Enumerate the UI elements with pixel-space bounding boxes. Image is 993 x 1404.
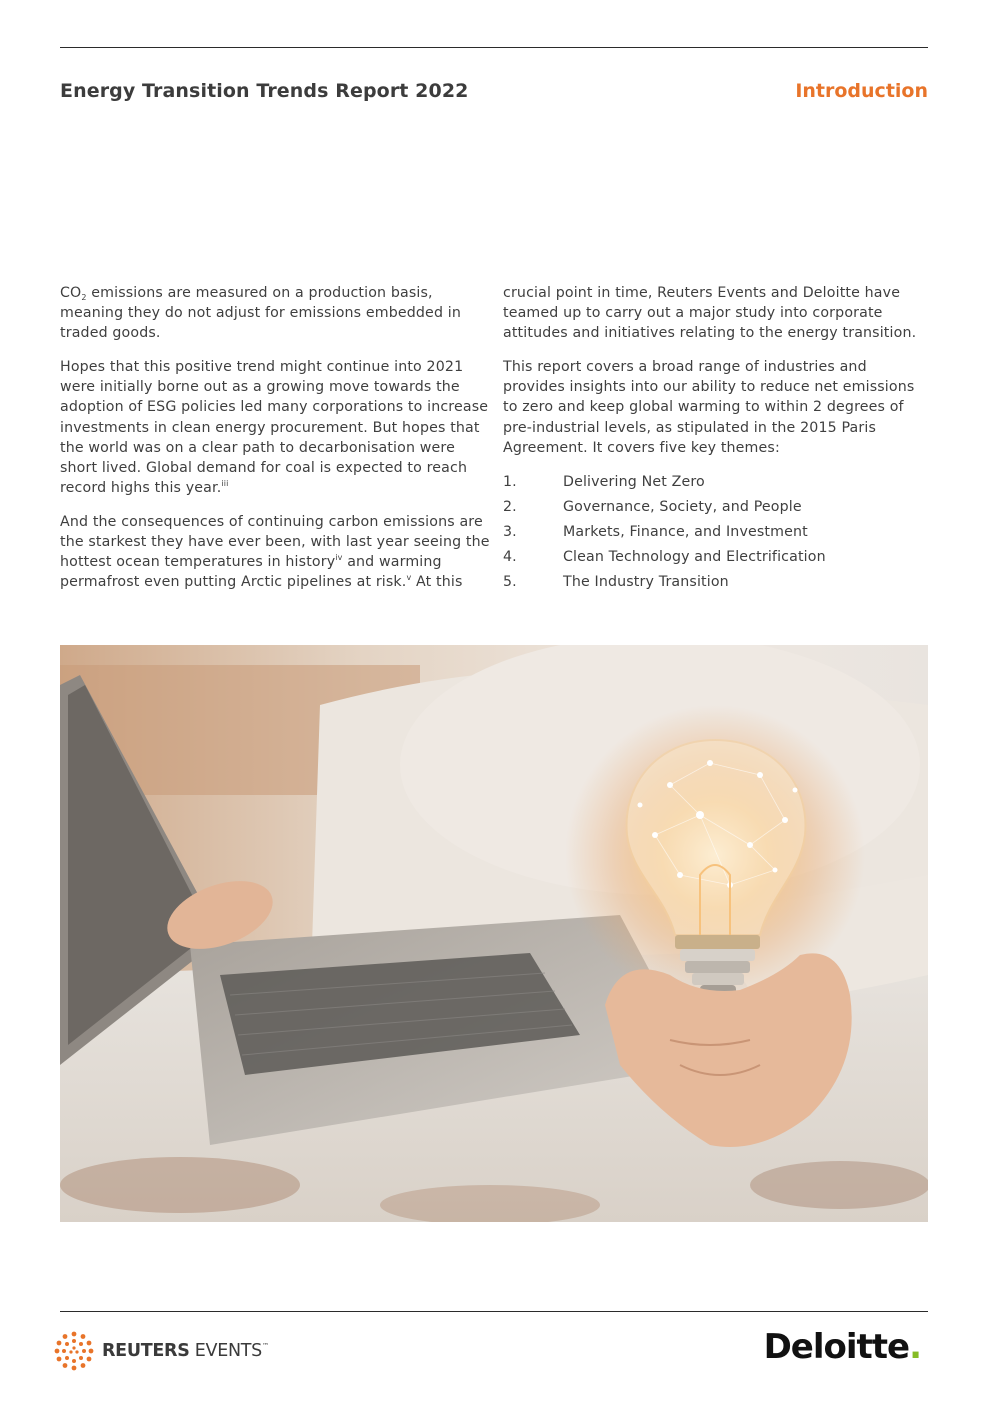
list-item [503, 547, 933, 572]
list-item-label: Clean Technology and Electrification [563, 548, 826, 565]
deloitte-logo [764, 1327, 921, 1367]
report-title: Energy Transition Trends Report 2022 [60, 80, 469, 102]
paragraph-hopes [60, 357, 492, 498]
lightbulb-laptop-illustration [60, 645, 928, 1222]
list-item [503, 472, 933, 497]
events-wordmark: EVENTS [189, 1341, 262, 1361]
co2-subscript: 2 [81, 293, 87, 302]
hero-photo-lightbulb [60, 645, 928, 1222]
paragraph-hopes-text: Hopes that this positive trend might continue into 2021 were initially borne out as a growing move towards the adoption of ESG policies led many corporations to increase investments in clean energy procurement. But hopes that the world was on a clear path to decarbonisation were short lived. Global demand for coal is expected to reach record highs this year. [60, 359, 489, 496]
list-item-label: Delivering Net Zero [563, 473, 705, 490]
right-text-column [503, 283, 933, 597]
footnote-ref-iv: iv [335, 553, 343, 563]
paragraph-consequences-part3: At this [411, 574, 463, 591]
list-item [503, 497, 933, 522]
reuters-dots-icon [54, 1331, 94, 1371]
list-item-label: The Industry Transition [563, 573, 729, 590]
paragraph-consequences-part2: and warming permafrost even putting Arctic pipelines at risk. [60, 554, 442, 591]
list-item-number: 5. [503, 573, 517, 590]
list-item [503, 572, 933, 597]
paragraph-crucial-point: crucial point in time, Reuters Events and Deloitte have teamed up to carry out a major study into corporate attitudes and initiatives relating to the energy transition. [503, 285, 917, 342]
footnote-ref-v: v [406, 573, 412, 583]
paragraph-consequences-part1: And the consequences of continuing carbon emissions are the starkest they have ever been, with last year seeing the hottest ocean temperatures in history [60, 513, 490, 571]
footer-rule [60, 1311, 928, 1312]
header-rule [60, 47, 928, 48]
themes-list [503, 472, 933, 597]
trademark-symbol: ™ [261, 1342, 269, 1350]
deloitte-green-dot: . [909, 1327, 921, 1367]
list-item [503, 522, 933, 547]
list-item-number: 2. [503, 498, 517, 515]
reuters-wordmark-bold: REUTERS [102, 1341, 190, 1361]
list-item-number: 4. [503, 548, 517, 565]
paragraph-consequences [60, 512, 492, 592]
list-item-label: Markets, Finance, and Investment [563, 523, 808, 540]
paragraph-co2 [60, 283, 492, 343]
section-title: Introduction [795, 80, 928, 102]
paragraph-co2-rest: emissions are measured on a production basis, meaning they do not adjust for emissions embedded in traded goods. [60, 285, 461, 342]
footnote-ref-iii: iii [221, 478, 229, 488]
list-item-label: Governance, Society, and People [563, 498, 802, 515]
paragraph-report-covers: This report covers a broad range of industries and provides insights into our ability to reduce net emissions to zero and keep global warming to within 2 degrees of pre-industrial levels, as stipulated in the 2015 Paris Agreement. It covers five key themes: [503, 359, 915, 456]
reuters-events-wordmark [102, 1341, 269, 1361]
list-item-number: 3. [503, 523, 517, 540]
co-text: CO [60, 285, 82, 301]
list-item-number: 1. [503, 473, 517, 490]
left-text-column [60, 283, 492, 606]
reuters-events-logo [54, 1331, 269, 1371]
deloitte-wordmark: Deloitte [763, 1327, 910, 1367]
